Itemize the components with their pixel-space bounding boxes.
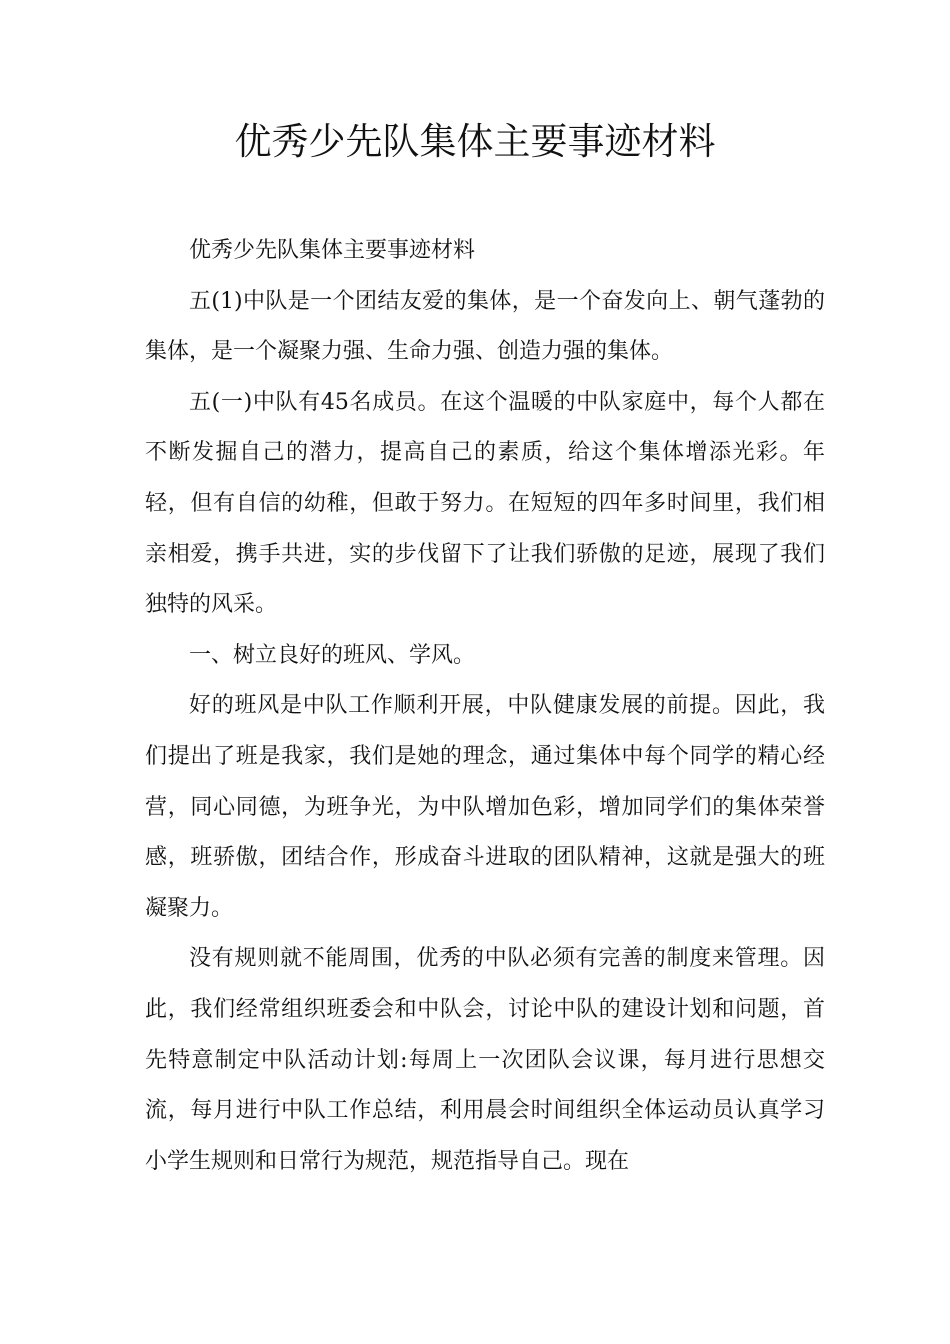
- section-heading: 一、树立良好的班风、学风。: [189, 642, 476, 668]
- document-body: [145, 226, 825, 1187]
- body-paragraph: 五(1)中队是一个团结友爱的集体，是一个奋发向上、朝气蓬勃的集体，是一个凝聚力强、生命力强、创造力强的集体。: [145, 288, 825, 365]
- body-paragraph: 好的班风是中队工作顺利开展，中队健康发展的前提。因此，我们提出了班是我家，我们是她的理念，通过集体中每个同学的精心经营，同心同德，为班争光，为中队增加色彩，增加同学们的集体荣誉感，班骄傲，团结合作，形成奋斗进取的团队精神，这就是强大的班凝聚力。: [145, 693, 825, 921]
- body-paragraph: 五(一)中队有45名成员。在这个温暖的中队家庭中，每个人都在不断发掘自己的潜力，提高自己的素质，给这个集体增添光彩。年轻，但有自信的幼稚，但敢于努力。在短短的四年多时间里，我们相亲相爱，携手共进，实的步伐留下了让我们骄傲的足迹，展现了我们独特的风采。: [145, 389, 825, 618]
- document-title: 优秀少先队集体主要事迹材料: [234, 120, 716, 163]
- body-paragraph: 没有规则就不能周围，优秀的中队必须有完善的制度来管理。因此，我们经常组织班委会和中队会，讨论中队的建设计划和问题，首先特意制定中队活动计划:每周上一次团队会议课，每月进行思想交流，每月进行中队工作总结，利用晨会时间组织全体运动员认真学习小学生规则和日常行为规范，规范指导自己。现在: [145, 946, 825, 1174]
- body-paragraph-heading: 优秀少先队集体主要事迹材料: [189, 238, 476, 263]
